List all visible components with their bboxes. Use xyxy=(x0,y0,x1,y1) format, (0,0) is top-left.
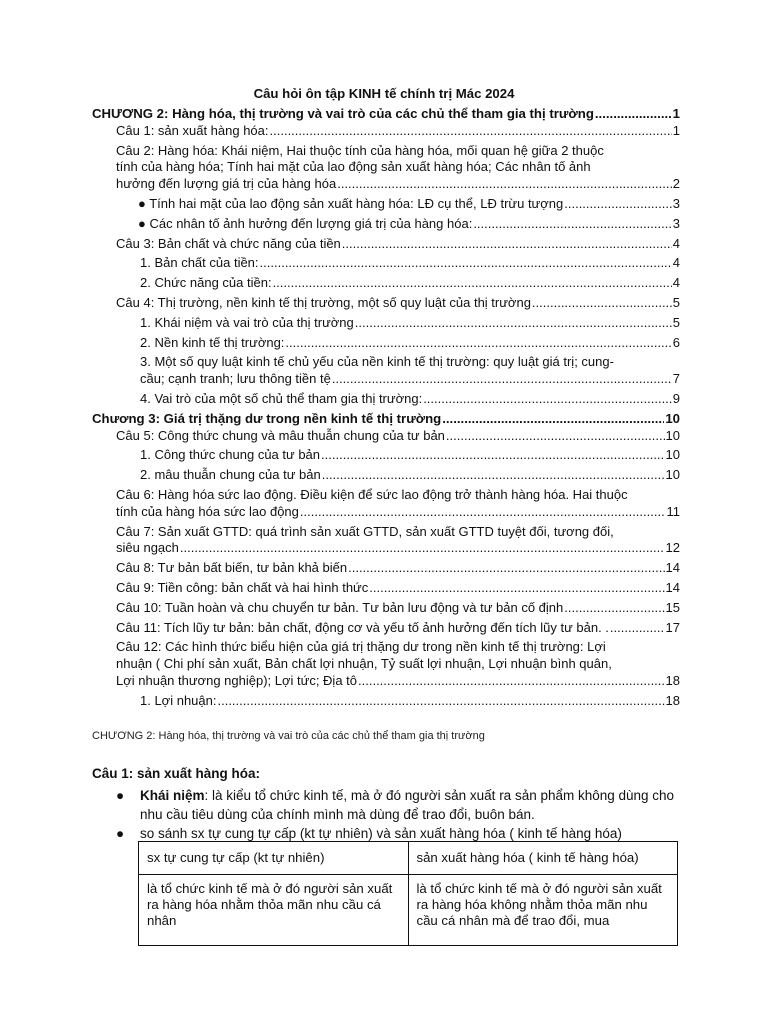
toc-leader xyxy=(358,673,665,690)
toc-entry-text: 2. Chức năng của tiền: xyxy=(140,275,272,291)
toc-entry[interactable] xyxy=(92,411,680,428)
toc-page-number: 4 xyxy=(672,255,680,271)
toc-page-number: 3 xyxy=(672,215,680,231)
section-heading: Câu 1: sản xuất hàng hóa: xyxy=(92,766,261,781)
toc-entry[interactable] xyxy=(92,600,680,617)
toc-entry[interactable] xyxy=(92,673,680,690)
bullet-list xyxy=(116,786,686,843)
toc-leader xyxy=(300,504,666,521)
toc-entry[interactable] xyxy=(92,255,680,272)
table-cell: là tổ chức kinh tế mà ở đó người sản xuất ra hàng hóa không nhằm thỏa mãn nhu cầu cá nhân mà để trao đổi, mua xyxy=(408,875,678,946)
toc-entry[interactable] xyxy=(92,275,680,292)
toc-entry-line[interactable]: 3. Một số quy luật kinh tế chủ yếu của nền kinh tế thị trường: quy luật giá trị; cung- xyxy=(140,354,614,370)
toc-leader xyxy=(532,295,672,312)
toc-entry-line[interactable]: nhuận ( Chi phí sản xuất, Bản chất lợi nhuận, Tỷ suất lợi nhuận, Lợi nhuận bình quân, xyxy=(116,656,612,672)
toc-page-number: 17 xyxy=(665,619,680,635)
toc-page-number: 4 xyxy=(672,275,680,291)
toc-entry-text: hưởng đến lượng giá trị của hàng hóa xyxy=(116,176,337,192)
toc-entry[interactable] xyxy=(92,315,680,332)
toc-page-number: 18 xyxy=(665,692,680,708)
toc-entry-text: cầu; cạnh tranh; lưu thông tiền tệ xyxy=(140,371,331,387)
toc-page-number: 18 xyxy=(665,672,680,688)
toc-entry-text: Câu 9: Tiền công: bản chất và hai hình thức xyxy=(116,579,369,595)
toc-entry-text: 1. Công thức chung của tư bản xyxy=(140,447,321,463)
toc-entry-text: 1. Lợi nhuận: xyxy=(140,692,217,708)
toc-entry-line[interactable]: Câu 2: Hàng hóa: Khái niệm, Hai thuộc tính của hàng hóa, mối quan hệ giữa 2 thuộc xyxy=(116,142,604,158)
toc-entry-text: Câu 11: Tích lũy tư bản: bản chất, động cơ và yếu tố ảnh hưởng đến tích lũy tư bản. . xyxy=(116,619,609,635)
toc-page-number: 5 xyxy=(672,294,680,310)
toc-leader xyxy=(332,371,672,388)
toc-entry-text: 1. Bản chất của tiền: xyxy=(140,255,259,271)
toc-entry-line[interactable]: tính của hàng hóa; Tính hai mặt của lao động sản xuất hàng hóa; Các nhân tố ảnh xyxy=(116,159,591,175)
toc-entry[interactable] xyxy=(92,620,680,637)
toc-entry-text: siêu ngạch xyxy=(116,540,179,556)
toc-leader xyxy=(610,620,665,637)
toc-entry-text: Lợi nhuận thương nghiệp); Lợi tức; Địa tô xyxy=(116,672,358,688)
toc-entry-text: Câu 8: Tư bản bất biến, tư bản khả biến xyxy=(116,560,348,576)
toc-leader xyxy=(342,236,672,253)
comparison-intro: so sánh sx tự cung tự cấp (kt tự nhiên) và sản xuất hàng hóa ( kinh tế hàng hóa) xyxy=(140,826,622,841)
toc-entry-text: Câu 1: sản xuất hàng hóa: xyxy=(116,122,269,138)
toc-page-number: 10 xyxy=(665,467,680,483)
toc-page-number: 6 xyxy=(672,334,680,350)
toc-leader xyxy=(348,560,664,577)
toc-leader xyxy=(217,693,664,710)
toc-entry[interactable] xyxy=(92,580,680,597)
term-label: Khái niệm xyxy=(140,788,205,803)
toc-entry[interactable] xyxy=(92,540,680,557)
toc-entry[interactable] xyxy=(92,504,680,521)
toc-page-number: 5 xyxy=(672,314,680,330)
toc-leader xyxy=(285,335,671,352)
toc-entry[interactable] xyxy=(92,391,680,408)
toc-page-number: 11 xyxy=(666,503,680,519)
toc-page-number: 10 xyxy=(665,447,680,463)
toc-page-number: 15 xyxy=(665,599,680,615)
toc-leader xyxy=(355,315,672,332)
toc-entry[interactable] xyxy=(92,693,680,710)
toc-leader xyxy=(260,255,672,272)
table-header-cell: sản xuất hàng hóa ( kinh tế hàng hóa) xyxy=(408,842,678,875)
bullet-icon: ● xyxy=(116,826,125,841)
toc-entry[interactable] xyxy=(92,123,680,140)
toc-page-number: 3 xyxy=(672,195,680,211)
toc-entry[interactable] xyxy=(92,176,680,193)
table-row xyxy=(139,875,678,946)
toc-leader xyxy=(564,196,672,213)
toc-entry[interactable] xyxy=(92,335,680,352)
toc-leader xyxy=(473,216,671,233)
table-of-contents xyxy=(92,106,680,710)
bullet-item xyxy=(116,786,686,824)
toc-page-number: 1 xyxy=(672,122,680,138)
toc-entry[interactable] xyxy=(92,295,680,312)
toc-leader xyxy=(369,580,664,597)
toc-entry-text: 2. mâu thuẫn chung của tư bản xyxy=(140,467,321,483)
toc-entry-line[interactable]: Câu 12: Các hình thức biểu hiện của giá trị thặng dư trong nền kinh tế thị trường: Lợi xyxy=(116,639,606,655)
bullet-icon: ● xyxy=(116,788,125,803)
toc-entry-text: Câu 3: Bản chất và chức năng của tiền xyxy=(116,235,341,251)
toc-entry[interactable] xyxy=(92,106,680,123)
toc-entry[interactable] xyxy=(92,371,680,388)
toc-leader xyxy=(595,106,672,123)
toc-entry-text: ● Tính hai mặt của lao động sản xuất hàng hóa: LĐ cụ thể, LĐ trừu tượng xyxy=(138,195,564,211)
toc-page-number: 14 xyxy=(665,560,680,576)
toc-entry-text: Câu 10: Tuần hoàn và chu chuyển tư bản. Tư bản lưu động và tư bản cố định xyxy=(116,599,564,615)
toc-page-number: 10 xyxy=(665,410,680,426)
toc-entry-text: Câu 5: Công thức chung và mâu thuẫn chung của tư bản xyxy=(116,427,445,443)
toc-entry[interactable] xyxy=(92,196,680,213)
toc-leader xyxy=(273,275,672,292)
toc-entry[interactable] xyxy=(92,236,680,253)
toc-leader xyxy=(423,391,672,408)
toc-page-number: 14 xyxy=(665,579,680,595)
toc-leader xyxy=(321,447,665,464)
running-header: CHƯƠNG 2: Hàng hóa, thị trường và vai trò của các chủ thể tham gia thị trường xyxy=(92,730,485,742)
toc-entry-text: Câu 4: Thị trường, nền kinh tế thị trường, một số quy luật của thị trường xyxy=(116,294,531,310)
toc-leader xyxy=(180,540,665,557)
definition-text: : là kiểu tổ chức kinh tế, mà ở đó người sản xuất ra sản phẩm không dùng cho nhu cầu tiêu dùng của chính mình mà dùng để trao đổi, buôn bán. xyxy=(140,788,675,822)
table-header-cell: sx tự cung tự cấp (kt tự nhiên) xyxy=(139,842,409,875)
toc-page-number: 12 xyxy=(665,540,680,556)
toc-entry-text: ● Các nhân tố ảnh hưởng đến lượng giá trị của hàng hóa: xyxy=(138,215,473,231)
toc-entry-text: CHƯƠNG 2: Hàng hóa, thị trường và vai trò của các chủ thể tham gia thị trường xyxy=(92,106,594,121)
toc-leader xyxy=(337,176,672,193)
comparison-table xyxy=(138,841,678,946)
toc-entry-text: 4. Vai trò của một số chủ thể tham gia thị trường: xyxy=(140,390,423,406)
toc-entry[interactable] xyxy=(92,560,680,577)
toc-page-number: 9 xyxy=(672,390,680,406)
toc-page-number: 7 xyxy=(672,371,680,387)
toc-entry-line[interactable]: Câu 6: Hàng hóa sức lao động. Điều kiện để sức lao động trở thành hàng hóa. Hai thuộc xyxy=(116,486,628,502)
toc-leader xyxy=(322,467,665,484)
toc-entry[interactable] xyxy=(92,428,680,445)
toc-entry-text: Chương 3: Giá trị thặng dư trong nền kinh tế thị trường xyxy=(92,410,442,426)
toc-leader xyxy=(446,428,665,445)
table-cell: là tổ chức kinh tế mà ở đó người sản xuất ra hàng hóa nhằm thỏa mãn nhu cầu cá nhân xyxy=(139,875,409,946)
toc-entry-text: 1. Khái niệm và vai trò của thị trường xyxy=(140,314,354,330)
toc-entry[interactable] xyxy=(92,216,680,233)
table-header-row xyxy=(139,842,678,875)
toc-entry-text: tính của hàng hóa sức lao động xyxy=(116,503,299,519)
toc-entry[interactable] xyxy=(92,467,680,484)
toc-page-number: 4 xyxy=(672,235,680,251)
toc-page-number: 10 xyxy=(665,427,680,443)
document-title: Câu hỏi ôn tập KINH tế chính trị Mác 2024 xyxy=(253,86,515,101)
toc-leader xyxy=(564,600,664,617)
toc-leader xyxy=(442,411,664,428)
toc-page-number: 1 xyxy=(672,106,680,121)
toc-entry-line[interactable]: Câu 7: Sản xuất GTTD: quá trình sản xuất GTTD, sản xuất GTTD tuyệt đối, tương đối, xyxy=(116,523,614,539)
toc-entry[interactable] xyxy=(92,447,680,464)
toc-entry-text: 2. Nền kinh tế thị trường: xyxy=(140,334,285,350)
toc-leader xyxy=(270,123,672,140)
toc-page-number: 2 xyxy=(672,176,680,192)
